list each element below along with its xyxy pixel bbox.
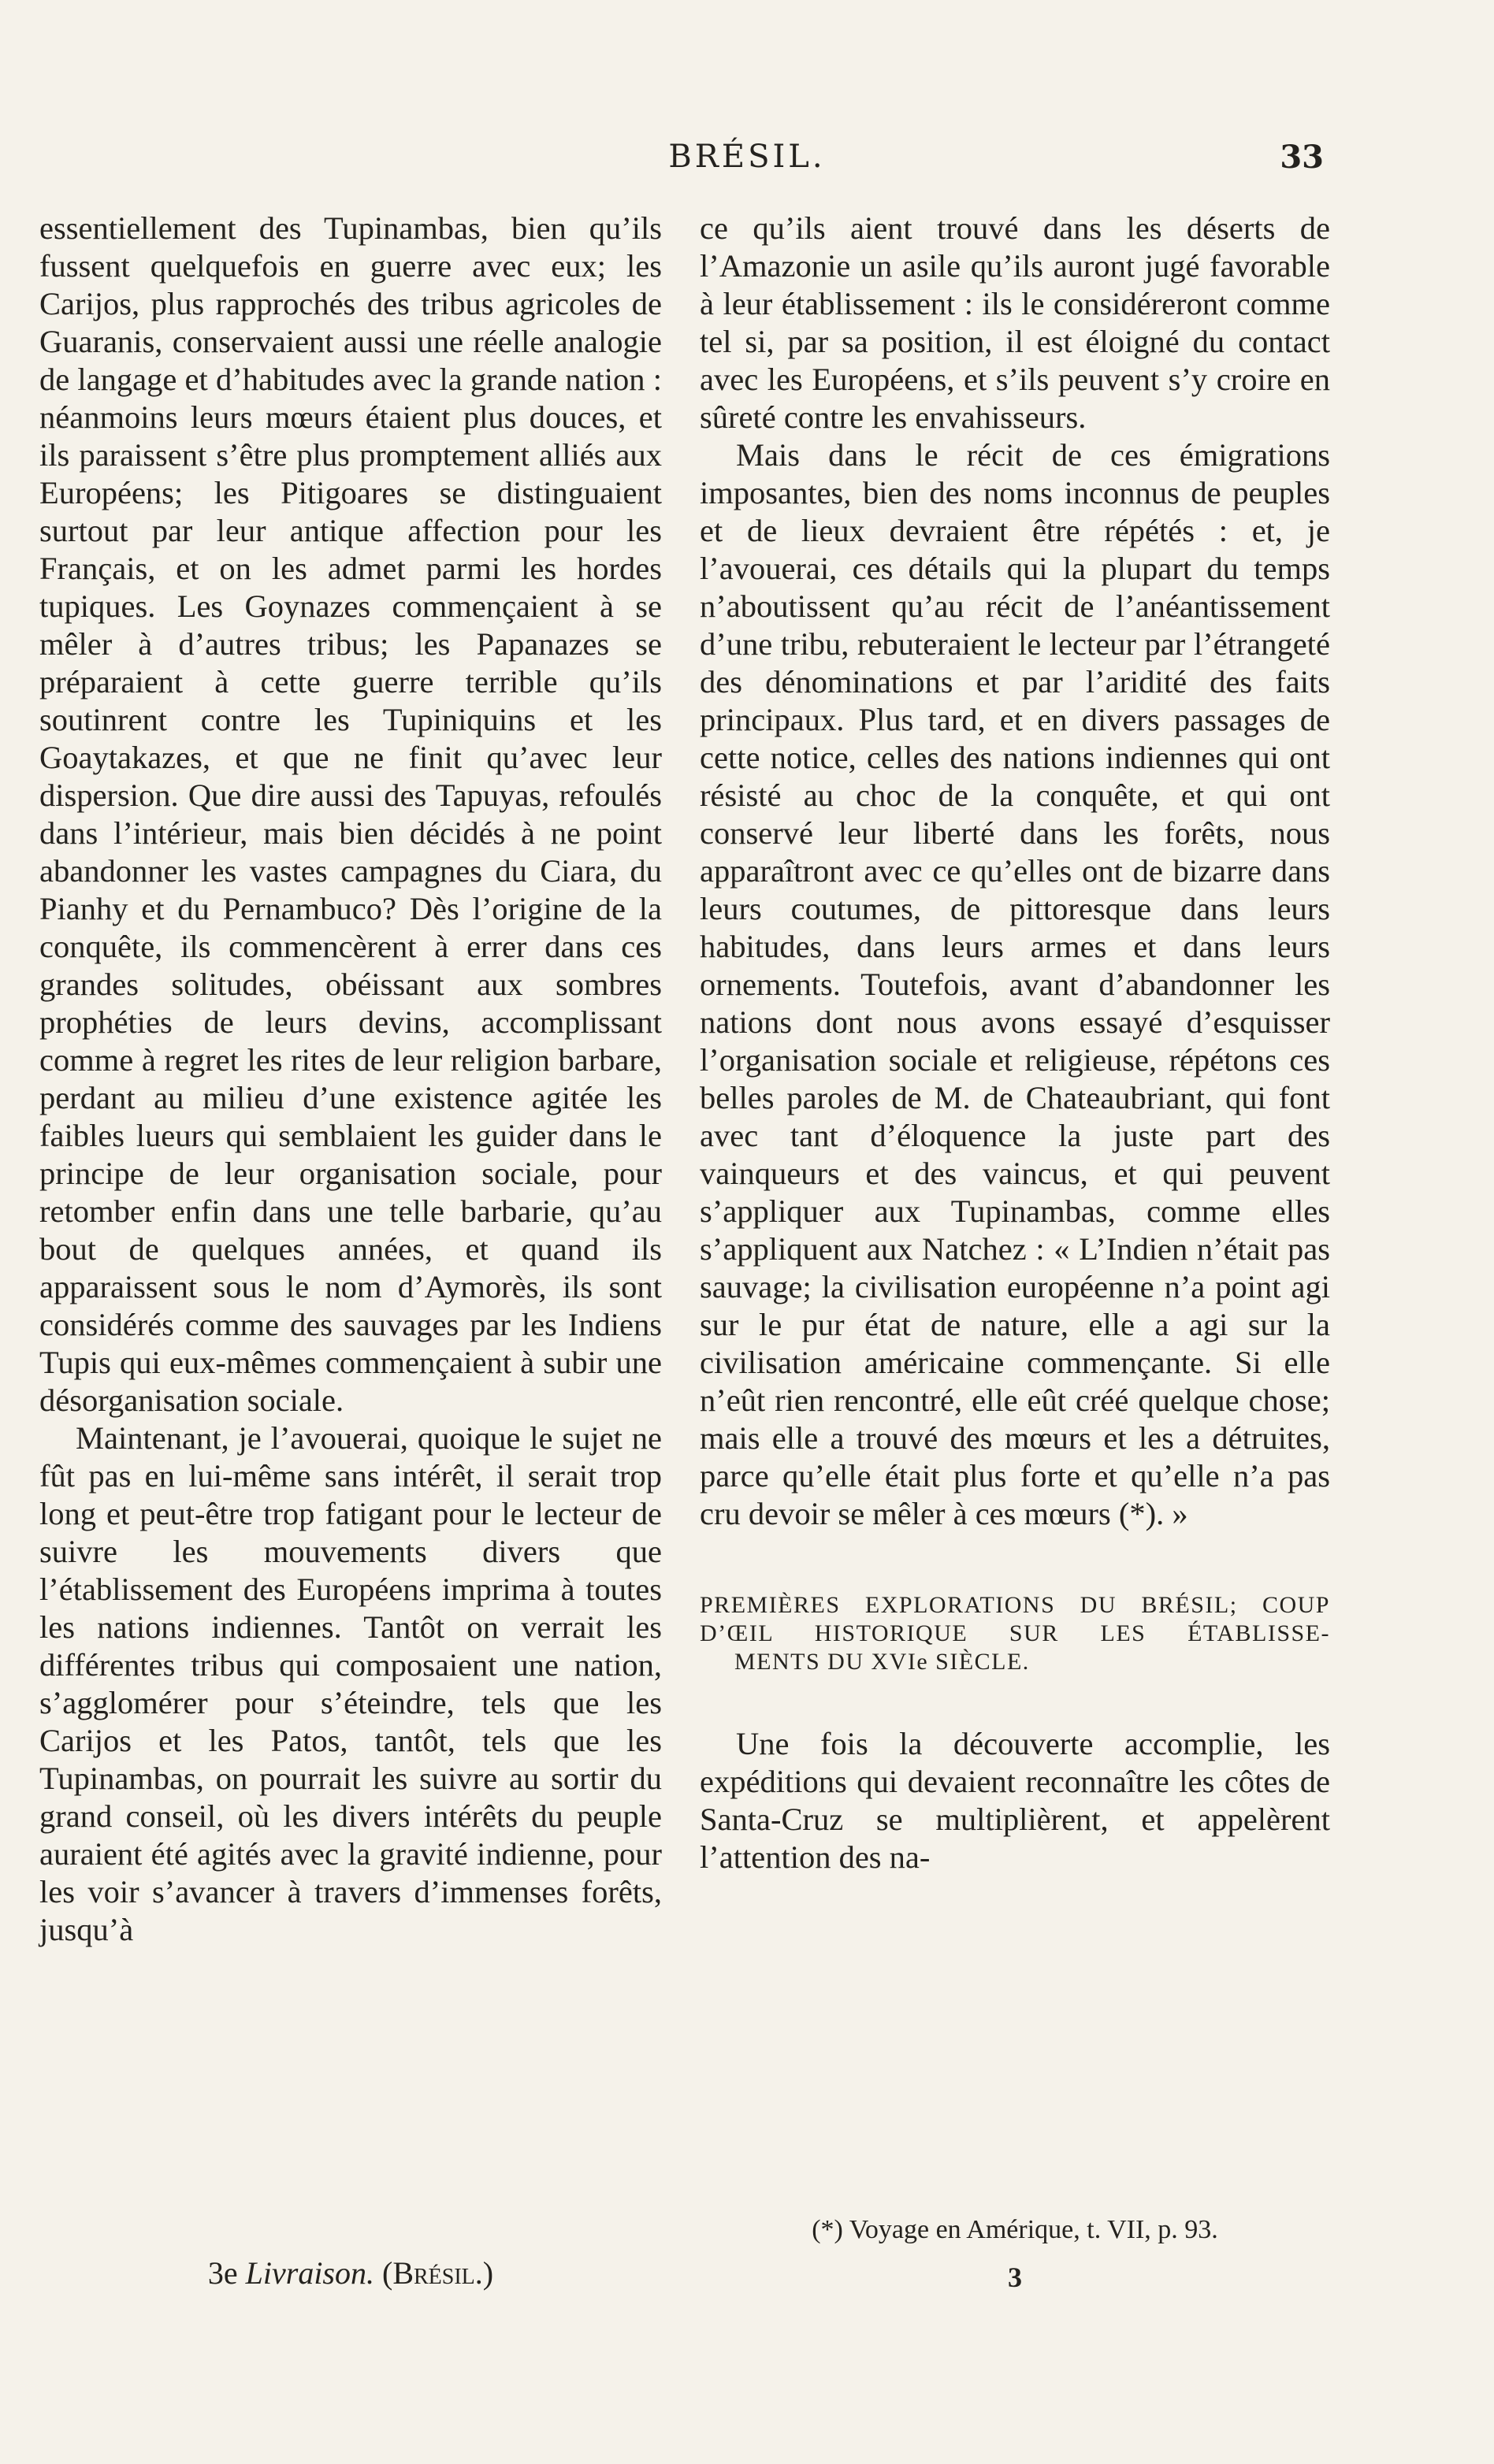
livraison-number: 3e: [207, 2255, 238, 2291]
left-paragraph-2: Maintenant, je l’avouerai, quoique le sujet ne fût pas en lui-même sans intérêt, il serait trop long et peut-être trop fatigant pour le lecteur de suivre les mouvements divers que l’établissement des Européens imprima à toutes les nations indiennes. Tantôt on verrait les différentes tribus qui composaient une nation, s’agglomérer pour s’éteindre, tels que les Carijos et les Patos, tantôt, tels que les Tupinambas, on pourrait les suivre au sortir du grand conseil, où les divers intérêts du peuple auraient été agités avec la gravité indienne, pour les voir s’avancer à travers d’immenses forêts, jusqu’à: [39, 1420, 662, 1947]
left-paragraph-1: essentiellement des Tupinambas, bien qu’ils fussent quelquefois en guerre avec eux; les Carijos, plus rapprochés des tribus agricoles de Guaranis, conservaient aussi une réelle analogie de langage et d’habitudes avec la grande nation : néanmoins leurs mœurs étaient plus douces, et ils paraissent s’être plus promptement alliés aux Européens; les Pitigoares se distinguaient surtout par leur antique affection pour les Français, et on les admet parmi les hordes tupiques. Les Goynazes commençaient à se mêler à d’autres tribus; les Papanazes se préparaient à cette guerre terrible qu’ils soutinrent contre les Tupiniquins et les Goaytakazes, et que ne finit qu’avec leur dispersion. Que dire aussi des Tapuyas, refoulés dans l’intérieur, mais bien décidés à ne point abandonner les vastes campagnes du Ciara, du Pianhy et du Pernambuco? Dès l’origine de la conquête, ils commencèrent à errer dans ces grandes solitudes, obéissant aux sombres prophéties de leurs devins, accomplissant comme à regret les rites de leur religion barbare, perdant au milieu d’une existence agitée les faibles lueurs qui semblaient les guider dans le principe de leur organisation sociale, pour retomber enfin dans une telle barbarie, qu’au bout de quelques années, et quand ils apparaissent sous le nom d’Aymorès, ils sont considérés comme des sauvages par les Indiens Tupis qui eux-mêmes commençaient à subir une désorganisation sociale.: [39, 210, 662, 1418]
section-heading: [700, 1591, 1330, 1676]
signature-mark: 3: [1008, 2262, 1022, 2293]
section-heading-line-1: PREMIÈRES EXPLORATIONS DU BRÉSIL; COUP: [700, 1592, 1330, 1618]
livraison-line: [39, 2254, 662, 2291]
livraison-book: (Brésil.): [382, 2255, 494, 2291]
section-heading-line-3: MENTS DU XVIe SIÈCLE.: [734, 1649, 1030, 1675]
left-column: [39, 210, 662, 1949]
footnote: (*) Voyage en Amérique, t. VII, p. 93.: [812, 2215, 1218, 2244]
right-paragraph-3: Une fois la découverte accomplie, les expéditions qui devaient reconnaître les côtes de Santa-Cruz se multiplièrent, et appelèrent l’attention des na-: [700, 1726, 1330, 1875]
right-column: [700, 210, 1330, 1876]
right-paragraph-1: ce qu’ils aient trouvé dans les déserts de l’Amazonie un asile qu’ils auront jugé favorable à leur établissement : ils le considéreront comme tel si, par sa position, il est éloigné du contact avec les Européens, et s’ils peuvent s’y croire en sûreté contre les envahisseurs.: [700, 210, 1330, 435]
running-title: BRÉSIL.: [668, 139, 826, 175]
right-paragraph-2: Mais dans le récit de ces émigrations imposantes, bien des noms inconnus de peuples et de lieux devraient être répétés : et, je l’avouerai, ces détails qui la plupart du temps n’aboutissent qu’au récit de l’anéantissement d’une tribu, rebuteraient le lecteur par l’étrangeté des dénominations et par l’aridité des faits principaux. Plus tard, et en divers passages de cette notice, celles des nations indiennes qui ont résisté au choc de la conquête, et qui ont conservé leur liberté dans les forêts, nous apparaîtront avec ce qu’elles ont de bizarre dans leurs coutumes, de pittoresque dans leurs habitudes, dans leurs armes et dans leurs ornements. Toutefois, avant d’abandonner les nations dont nous avons essayé d’esquisser l’organisation sociale et religieuse, répétons ces belles paroles de M. de Chateaubriant, qui font avec tant d’éloquence la juste part des vainqueurs et des vaincus, et qui peuvent s’appliquer aux Tupinambas, comme elles s’appliquent aux Natchez : « L’Indien n’était pas sauvage; la civilisation européenne n’a point agi sur le pur état de nature, elle a agi sur la civilisation américaine commençante. Si elle n’eût rien rencontré, elle eût créé quelque chose; mais elle a trouvé des mœurs et les a détruites, parce qu’elle était plus forte et qu’elle n’a pas cru devoir se mêler à ces mœurs (*). »: [700, 437, 1330, 1531]
page-number: 33: [1280, 139, 1324, 176]
livraison-label: Livraison.: [245, 2255, 374, 2291]
page-header: [0, 139, 1494, 186]
section-heading-line-2: D’ŒIL HISTORIQUE SUR LES ÉTABLISSE-: [700, 1620, 1330, 1646]
